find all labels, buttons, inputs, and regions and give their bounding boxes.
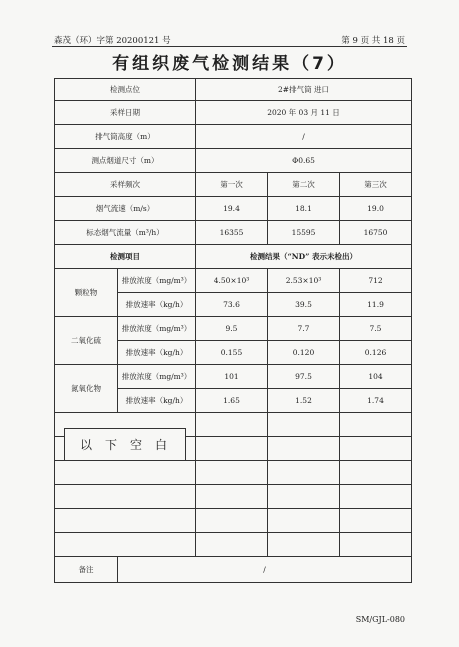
info-row (55, 149, 412, 173)
info-value: / (196, 125, 412, 149)
pollutant-param: 排放速率（kg/h） (118, 341, 196, 365)
pollutant-value: 7.5 (340, 317, 412, 341)
pollutant-value: 4.50×10³ (196, 269, 268, 293)
form-code: SM/GJL-080 (355, 615, 405, 624)
pollutant-name: 二氧化硫 (55, 317, 118, 365)
flow-value: 15595 (268, 221, 340, 245)
info-value: Φ0.65 (196, 149, 412, 173)
flow-value: 16750 (340, 221, 412, 245)
sampling-label: 采样频次 (55, 173, 196, 197)
pollutant-value: 712 (340, 269, 412, 293)
info-row (55, 101, 412, 125)
sampling-col: 第三次 (340, 173, 412, 197)
sampling-row (55, 173, 412, 197)
header-divider (52, 46, 407, 47)
pollutant-value: 101 (196, 365, 268, 389)
results-header-row (55, 245, 412, 269)
pollutant-value: 39.5 (268, 293, 340, 317)
flow-value: 16355 (196, 221, 268, 245)
pollutant-row (55, 269, 412, 293)
document-number: 森茂（环）字第 20200121 号 (54, 36, 171, 46)
pollutant-value: 2.53×10³ (268, 269, 340, 293)
pollutant-value: 1.52 (268, 389, 340, 413)
pollutant-value: 73.6 (196, 293, 268, 317)
pollutant-value: 7.7 (268, 317, 340, 341)
pollutant-row (55, 317, 412, 341)
pollutant-value: 1.65 (196, 389, 268, 413)
flow-label: 标态烟气流量（m³/h） (55, 221, 196, 245)
info-value: 2020 年 03 月 11 日 (196, 101, 412, 125)
pollutant-value: 11.9 (340, 293, 412, 317)
empty-row (55, 509, 412, 533)
remarks-value: / (118, 557, 412, 583)
pollutant-param: 排放速率（kg/h） (118, 389, 196, 413)
empty-row (55, 485, 412, 509)
pollutant-value: 0.155 (196, 341, 268, 365)
info-label: 检测点位 (55, 79, 196, 101)
pollutant-row (55, 365, 412, 389)
flow-label: 烟气流速（m/s） (55, 197, 196, 221)
info-label: 测点烟道尺寸（m） (55, 149, 196, 173)
pollutant-value: 104 (340, 365, 412, 389)
info-row (55, 125, 412, 149)
pollutant-value: 0.126 (340, 341, 412, 365)
flow-value: 19.0 (340, 197, 412, 221)
pollutant-name: 氮氧化物 (55, 365, 118, 413)
flow-row (55, 197, 412, 221)
pollutant-value: 9.5 (196, 317, 268, 341)
pollutant-param: 排放浓度（mg/m³） (118, 365, 196, 389)
remarks-label: 备注 (55, 557, 118, 583)
remarks-row (55, 557, 412, 583)
report-title: 有组织废气检测结果（7） (112, 54, 347, 74)
pollutant-param: 排放速率（kg/h） (118, 293, 196, 317)
info-value: 2#排气筒 进口 (196, 79, 412, 101)
empty-row (55, 533, 412, 557)
pollutant-value: 97.5 (268, 365, 340, 389)
info-label: 排气筒高度（m） (55, 125, 196, 149)
results-header-value: 检测结果（“ND” 表示未检出） (196, 245, 412, 269)
flow-value: 19.4 (196, 197, 268, 221)
results-header-label: 检测项目 (55, 245, 196, 269)
sampling-col: 第二次 (268, 173, 340, 197)
page-indicator: 第 9 页 共 18 页 (341, 36, 405, 46)
results-table (54, 78, 412, 583)
blank-below-stamp: 以下空白 (64, 428, 186, 461)
pollutant-param: 排放浓度（mg/m³） (118, 269, 196, 293)
info-label: 采样日期 (55, 101, 196, 125)
sampling-col: 第一次 (196, 173, 268, 197)
flow-row (55, 221, 412, 245)
pollutant-value: 1.74 (340, 389, 412, 413)
empty-row (55, 461, 412, 485)
pollutant-value: 0.120 (268, 341, 340, 365)
pollutant-param: 排放浓度（mg/m³） (118, 317, 196, 341)
info-row (55, 79, 412, 101)
flow-value: 18.1 (268, 197, 340, 221)
pollutant-name: 颗粒物 (55, 269, 118, 317)
